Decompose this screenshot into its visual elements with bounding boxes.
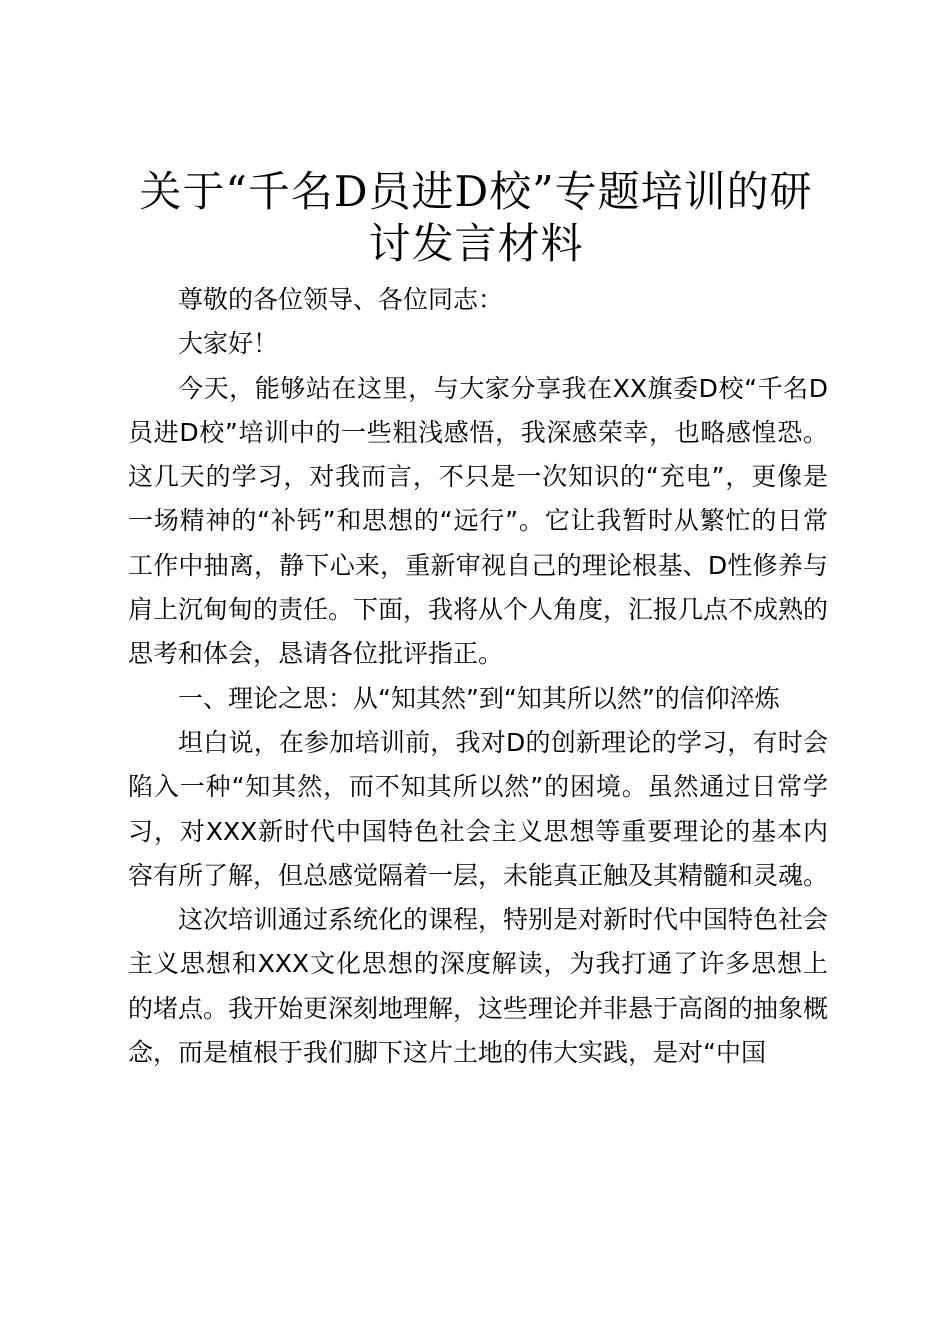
section-heading: 一、理论之思：从“知其然”到“知其所以然”的信仰淬炼	[178, 683, 780, 713]
salutation: 尊敬的各位领导、各位同志：	[178, 285, 504, 314]
paragraph: 今天，能够站在这里，与大家分享我在XX旗委D校“千名D员进D校”培训中的一些粗浅感悟，我深感荣幸，也略感惶恐。这几天的学习，对我而言，不只是一次知识的“充电”，更像是一场精神的“补钙”和思想的“远行”。它让我暂时从繁忙的日常工作中抽离，静下心来，重新审视自己的理论根基、D性修养与肩上沉甸甸的责任。下面，我将从个人角度，汇报几点不成熟的思考和体会，恳请各位批评指正。	[128, 373, 829, 669]
greeting: 大家好！	[178, 329, 279, 359]
document-title: 关于“千名D员进D校”专题培训的研讨发言材料	[139, 167, 813, 268]
paragraph: 这次培训通过系统化的课程，特别是对新时代中国特色社会主义思想和XXX文化思想的深度解读，为我打通了许多思想上的堵点。我开始更深刻地理解，这些理论并非悬于高阁的抽象概念，而是植根于我们脚下这片土地的伟大实践，是对“中国	[128, 905, 829, 1068]
document-body	[128, 278, 828, 1075]
paragraph: 坦白说，在参加培训前，我对D的创新理论的学习，有时会陷入一种“知其然，而不知其所以然”的困境。虽然通过日常学习，对XXX新时代中国特色社会主义思想等重要理论的基本内容有所了解，但总感觉隔着一层，未能真正触及其精髓和灵魂。	[128, 727, 829, 890]
